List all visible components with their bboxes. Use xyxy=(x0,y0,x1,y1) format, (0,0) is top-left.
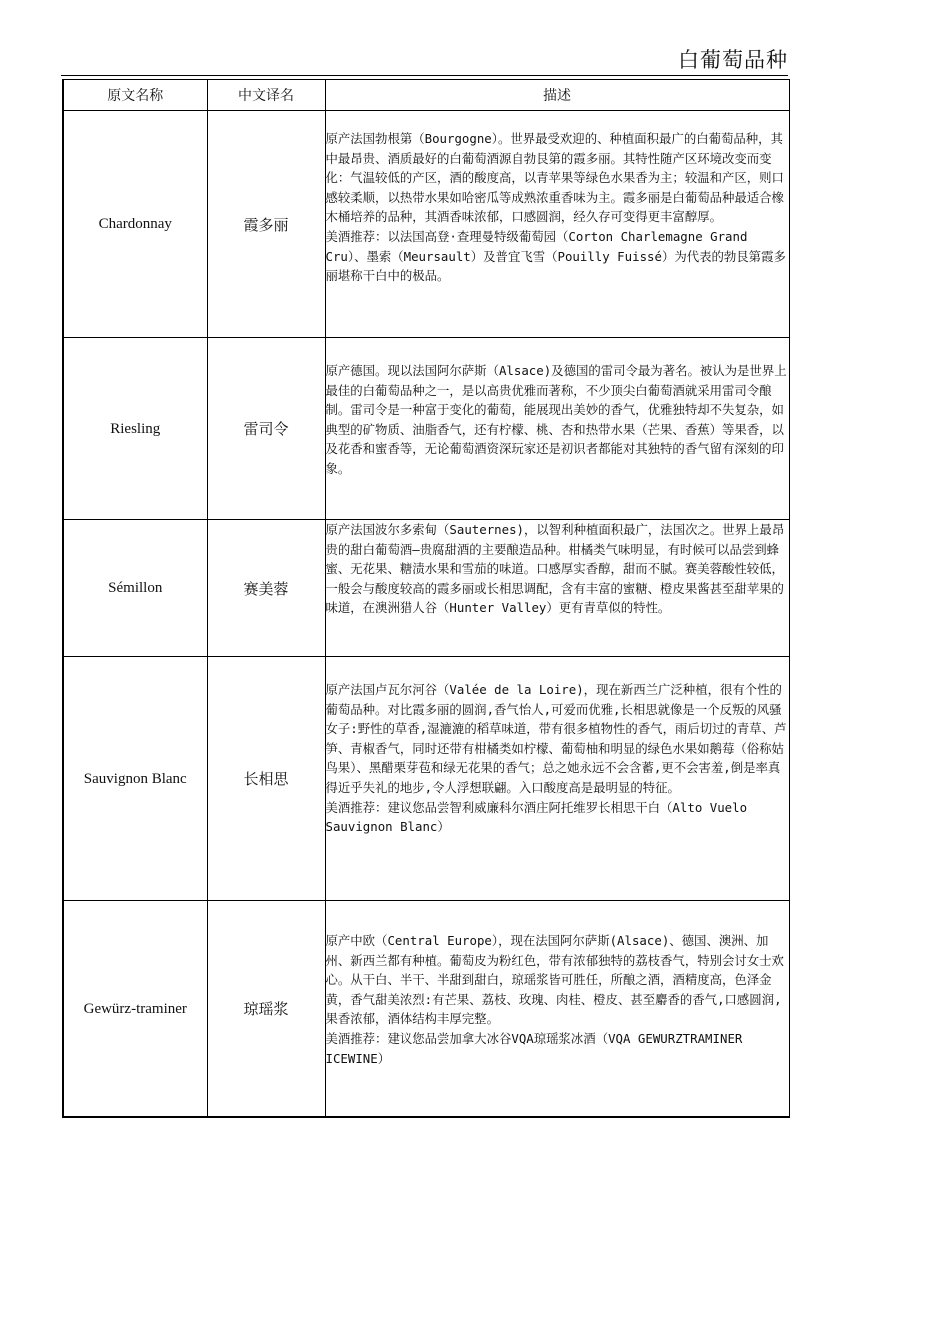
description-cell xyxy=(325,111,789,338)
description-cell xyxy=(325,901,789,1118)
chinese-name-cell: 赛美蓉 xyxy=(207,520,325,657)
description-cell xyxy=(325,520,789,657)
page-title: 白葡萄品种 xyxy=(678,48,788,72)
header-description: 描述 xyxy=(325,80,789,111)
original-name-cell: Sémillon xyxy=(63,520,207,657)
description-text: 原产中欧（Central Europe），现在法国阿尔萨斯(Alsace)、德国、澳洲、加州、新西兰都有种植。葡萄皮为粉红色，带有浓郁独特的荔枝香气，特别会讨女士欢心。从干白、半干、半甜到甜白，琼瑶浆皆可胜任，所酿之酒，酒精度高，色泽金黄，香气甜美浓烈:有芒果、荔枝、玫瑰、肉桂、橙皮、甚至麝香的香气,口感圆润,果香浓郁，酒体结构丰厚完整。 美酒推荐：建议您品尝加拿大冰谷VQA琼瑶浆冰酒（VQA GEWURZTRAMINER ICEWINE） xyxy=(325,933,784,1066)
original-name-cell: Sauvignon Blanc xyxy=(63,657,207,901)
table-row xyxy=(63,901,789,1118)
original-name-cell: Gewürz-traminer xyxy=(63,901,207,1118)
description-text: 原产法国勃根第（Bourgogne）。世界最受欢迎的、种植面积最广的白葡萄品种，其中最昂贵、酒质最好的白葡萄酒源自勃艮第的霞多丽。其特性随产区环境改变而变化：气温较低的产区，酒的酸度高，以青苹果等绿色水果香为主；较温和产区，则口感较柔顺，以热带水果如哈密瓜等成熟浓重香味为主。霞多丽是白葡萄品种最适合橡木桶培养的品种，其酒香味浓郁，口感圆润，经久存可变得更丰富醇厚。 美酒推荐：以法国高登·查理曼特级葡萄园（Corton Charlemagne Grand Cru）、墨索（Meursault）及普宜飞雪（Pouilly Fuissé）为代表的勃艮第霞多丽堪称干白中的极品。 xyxy=(325,131,786,284)
grape-varieties-table xyxy=(62,79,790,1118)
table-row xyxy=(63,657,789,901)
table-header-row xyxy=(63,80,789,111)
table-row xyxy=(63,338,789,520)
table-row xyxy=(63,520,789,657)
description-text: 原产法国卢瓦尔河谷（Valée de la Loire)，现在新西兰广泛种植，很有个性的葡萄品种。对比霞多丽的圆润,香气怡人,可爱而优雅,长相思就像是一个反叛的风骚女子:野性的草香,湿漉漉的稻草味道，带有很多植物性的香气，雨后切过的青草、芦笋、青椒香气，同时还带有柑橘类如柠檬、葡萄柚和明显的绿色水果如鹅莓（俗称姑鸟果）、黑醋栗芽苞和绿无花果的香气；总之她永远不会含蓄,更不会害羞,倒是率真得近乎失礼的地步,令人浮想联翩。入口酸度高是最明显的特征。 美酒推荐：建议您品尝智利威廉科尔酒庄阿托维罗长相思干白（Alto Vuelo Sauvignon Blanc） xyxy=(325,682,787,835)
chinese-name-cell: 琼瑶浆 xyxy=(207,901,325,1118)
table-row xyxy=(63,111,789,338)
header-chinese-name: 中文译名 xyxy=(207,80,325,111)
original-name-cell: Chardonnay xyxy=(63,111,207,338)
original-name-cell: Riesling xyxy=(63,338,207,520)
header-original-name: 原文名称 xyxy=(63,80,207,111)
chinese-name-cell: 长相思 xyxy=(207,657,325,901)
chinese-name-cell: 雷司令 xyxy=(207,338,325,520)
description-text: 原产法国波尔多索甸（Sauternes)，以智利种植面积最广，法国次之。世界上最昂贵的甜白葡萄酒—贵腐甜酒的主要酿造品种。柑橘类气味明显，有时候可以品尝到蜂蜜、无花果、糖渍水果和雪茄的味道。口感厚实香醇，甜而不腻。赛美蓉酸性较低，一般会与酸度较高的霞多丽或长相思调配，含有丰富的蜜糖、橙皮果酱甚至甜苹果的味道，在澳洲猎人谷（Hunter Valley）更有青草似的特性。 xyxy=(325,522,785,616)
chinese-name-cell: 霞多丽 xyxy=(207,111,325,338)
description-cell xyxy=(325,338,789,520)
description-cell xyxy=(325,657,789,901)
title-divider xyxy=(61,75,788,76)
description-text: 原产德国。现以法国阿尔萨斯（Alsace)及德国的雷司令最为著名。被认为是世界上最佳的白葡萄品种之一，是以高贵优雅而著称，不少顶尖白葡萄酒就采用雷司令酿制。雷司令是一种富于变化的葡萄，能展现出美妙的香气，优雅独特却不失复杂，如典型的矿物质、油脂香气，还有柠檬、桃、杏和热带水果（芒果、香蕉）等果香，以及花香和蜜香等，无论葡萄酒资深玩家还是初识者都能对其独特的香气留有深刻的印象。 xyxy=(325,363,787,476)
